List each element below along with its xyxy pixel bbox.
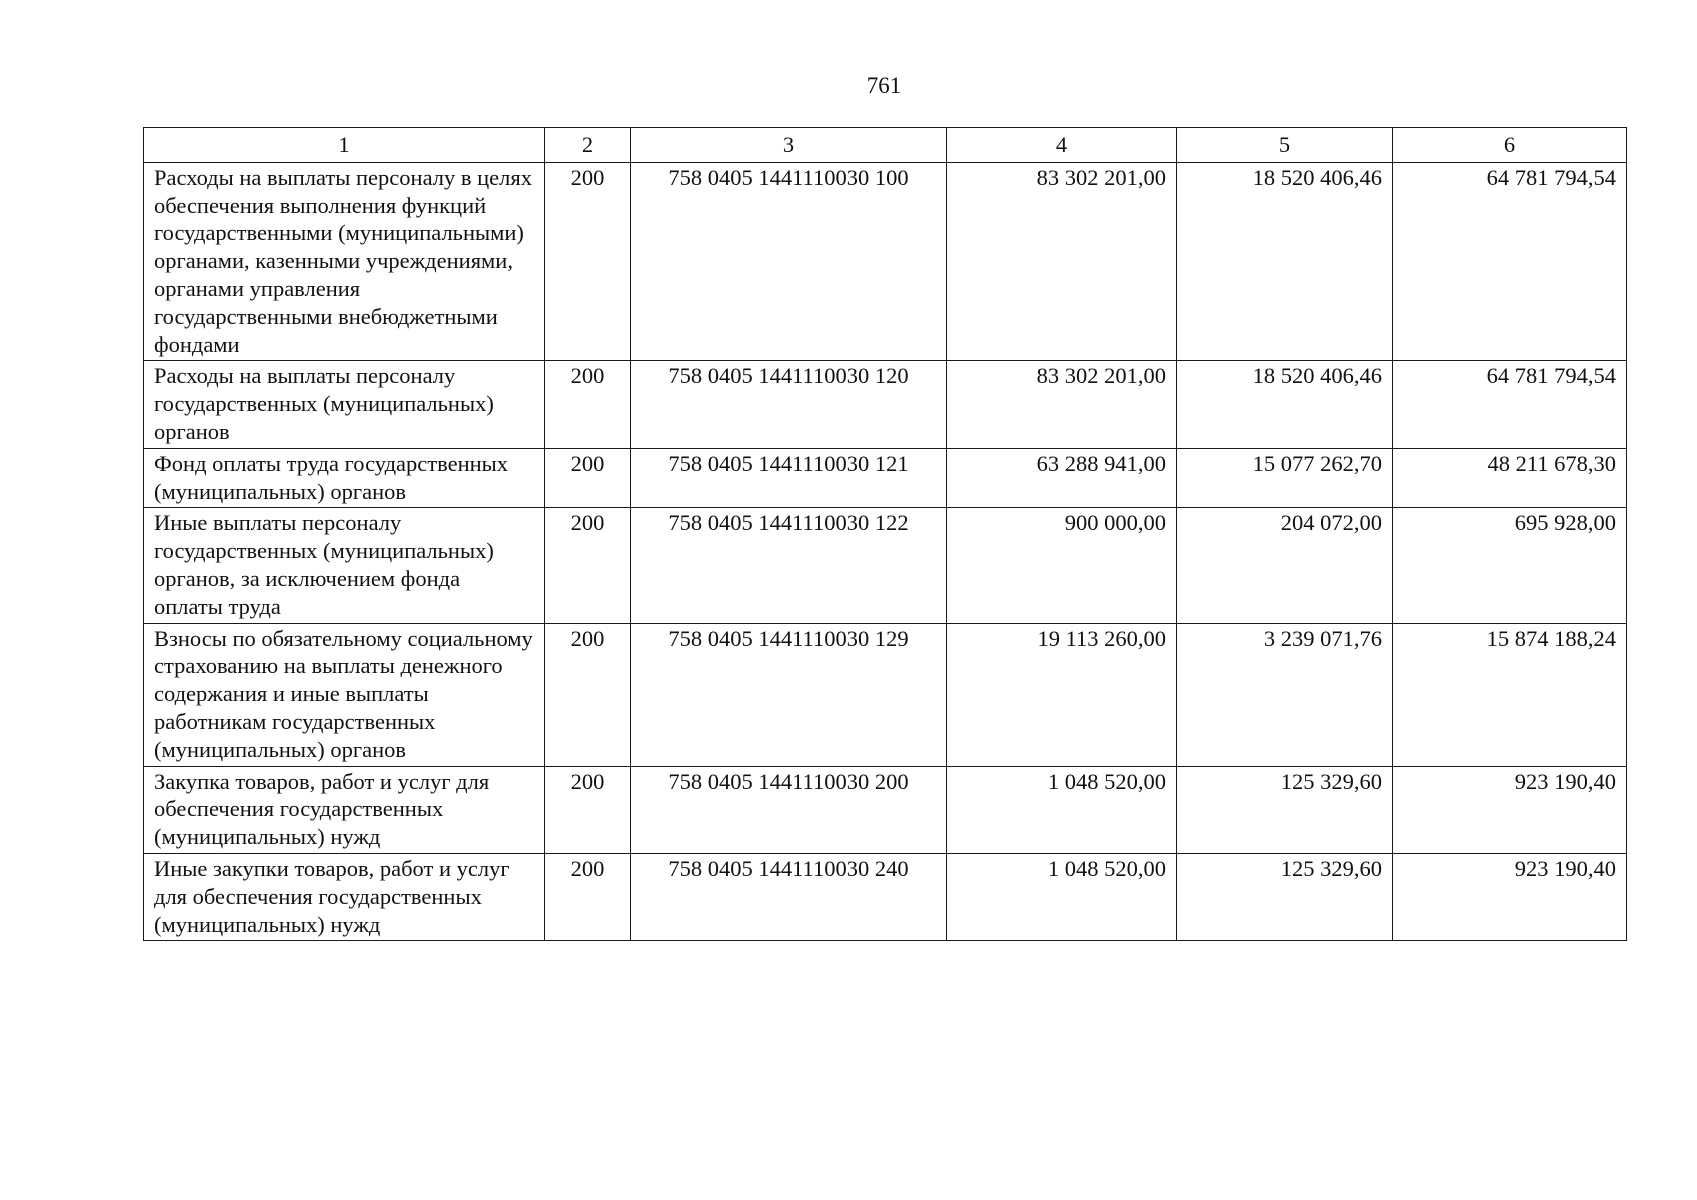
row-approved: 1 048 520,00 bbox=[947, 853, 1177, 940]
budget-execution-table bbox=[143, 127, 1627, 941]
header-col-5: 5 bbox=[1177, 128, 1393, 163]
row-approved: 900 000,00 bbox=[947, 508, 1177, 623]
header-col-1: 1 bbox=[144, 128, 545, 163]
row-name: Расходы на выплаты персоналу государственных (муниципальных) органов bbox=[144, 361, 545, 448]
page-number: 761 bbox=[866, 73, 902, 98]
header-row bbox=[144, 128, 1627, 163]
row-approved: 63 288 941,00 bbox=[947, 448, 1177, 508]
row-classification-code: 758 0405 1441110030 122 bbox=[631, 508, 947, 623]
row-name: Расходы на выплаты персоналу в целях обеспечения выполнения функций государственными (муниципальными) органами, казенными учреждениями, органами управления государственными внебюджетными фондами bbox=[144, 162, 545, 361]
row-unexecuted: 64 781 794,54 bbox=[1393, 361, 1627, 448]
table-row bbox=[144, 361, 1627, 448]
row-executed: 125 329,60 bbox=[1177, 853, 1393, 940]
row-line-code: 200 bbox=[545, 766, 631, 853]
row-line-code: 200 bbox=[545, 448, 631, 508]
table-row bbox=[144, 162, 1627, 361]
row-line-code: 200 bbox=[545, 361, 631, 448]
header-col-6: 6 bbox=[1393, 128, 1627, 163]
row-unexecuted: 48 211 678,30 bbox=[1393, 448, 1627, 508]
row-approved: 83 302 201,00 bbox=[947, 162, 1177, 361]
table-row bbox=[144, 448, 1627, 508]
row-unexecuted: 923 190,40 bbox=[1393, 766, 1627, 853]
row-executed: 18 520 406,46 bbox=[1177, 361, 1393, 448]
table-body bbox=[144, 162, 1627, 941]
table-row bbox=[144, 853, 1627, 940]
row-name: Закупка товаров, работ и услуг для обеспечения государственных (муниципальных) нужд bbox=[144, 766, 545, 853]
row-classification-code: 758 0405 1441110030 100 bbox=[631, 162, 947, 361]
row-classification-code: 758 0405 1441110030 129 bbox=[631, 623, 947, 766]
table-row bbox=[144, 766, 1627, 853]
row-classification-code: 758 0405 1441110030 200 bbox=[631, 766, 947, 853]
row-executed: 125 329,60 bbox=[1177, 766, 1393, 853]
row-unexecuted: 64 781 794,54 bbox=[1393, 162, 1627, 361]
row-classification-code: 758 0405 1441110030 120 bbox=[631, 361, 947, 448]
row-name: Иные закупки товаров, работ и услуг для обеспечения государственных (муниципальных) нужд bbox=[144, 853, 545, 940]
header-col-4: 4 bbox=[947, 128, 1177, 163]
row-unexecuted: 15 874 188,24 bbox=[1393, 623, 1627, 766]
row-name: Фонд оплаты труда государственных (муниципальных) органов bbox=[144, 448, 545, 508]
row-executed: 204 072,00 bbox=[1177, 508, 1393, 623]
row-executed: 15 077 262,70 bbox=[1177, 448, 1393, 508]
row-line-code: 200 bbox=[545, 623, 631, 766]
row-classification-code: 758 0405 1441110030 240 bbox=[631, 853, 947, 940]
table-row bbox=[144, 623, 1627, 766]
row-line-code: 200 bbox=[545, 853, 631, 940]
row-line-code: 200 bbox=[545, 508, 631, 623]
row-unexecuted: 695 928,00 bbox=[1393, 508, 1627, 623]
row-approved: 19 113 260,00 bbox=[947, 623, 1177, 766]
row-name: Иные выплаты персоналу государственных (муниципальных) органов, за исключением фонда оплаты труда bbox=[144, 508, 545, 623]
row-approved: 1 048 520,00 bbox=[947, 766, 1177, 853]
row-executed: 18 520 406,46 bbox=[1177, 162, 1393, 361]
table-row bbox=[144, 508, 1627, 623]
row-approved: 83 302 201,00 bbox=[947, 361, 1177, 448]
row-classification-code: 758 0405 1441110030 121 bbox=[631, 448, 947, 508]
row-unexecuted: 923 190,40 bbox=[1393, 853, 1627, 940]
row-line-code: 200 bbox=[545, 162, 631, 361]
header-col-3: 3 bbox=[631, 128, 947, 163]
header-col-2: 2 bbox=[545, 128, 631, 163]
row-name: Взносы по обязательному социальному страхованию на выплаты денежного содержания и иные выплаты работникам государственных (муниципальных) органов bbox=[144, 623, 545, 766]
row-executed: 3 239 071,76 bbox=[1177, 623, 1393, 766]
table-header bbox=[144, 128, 1627, 163]
